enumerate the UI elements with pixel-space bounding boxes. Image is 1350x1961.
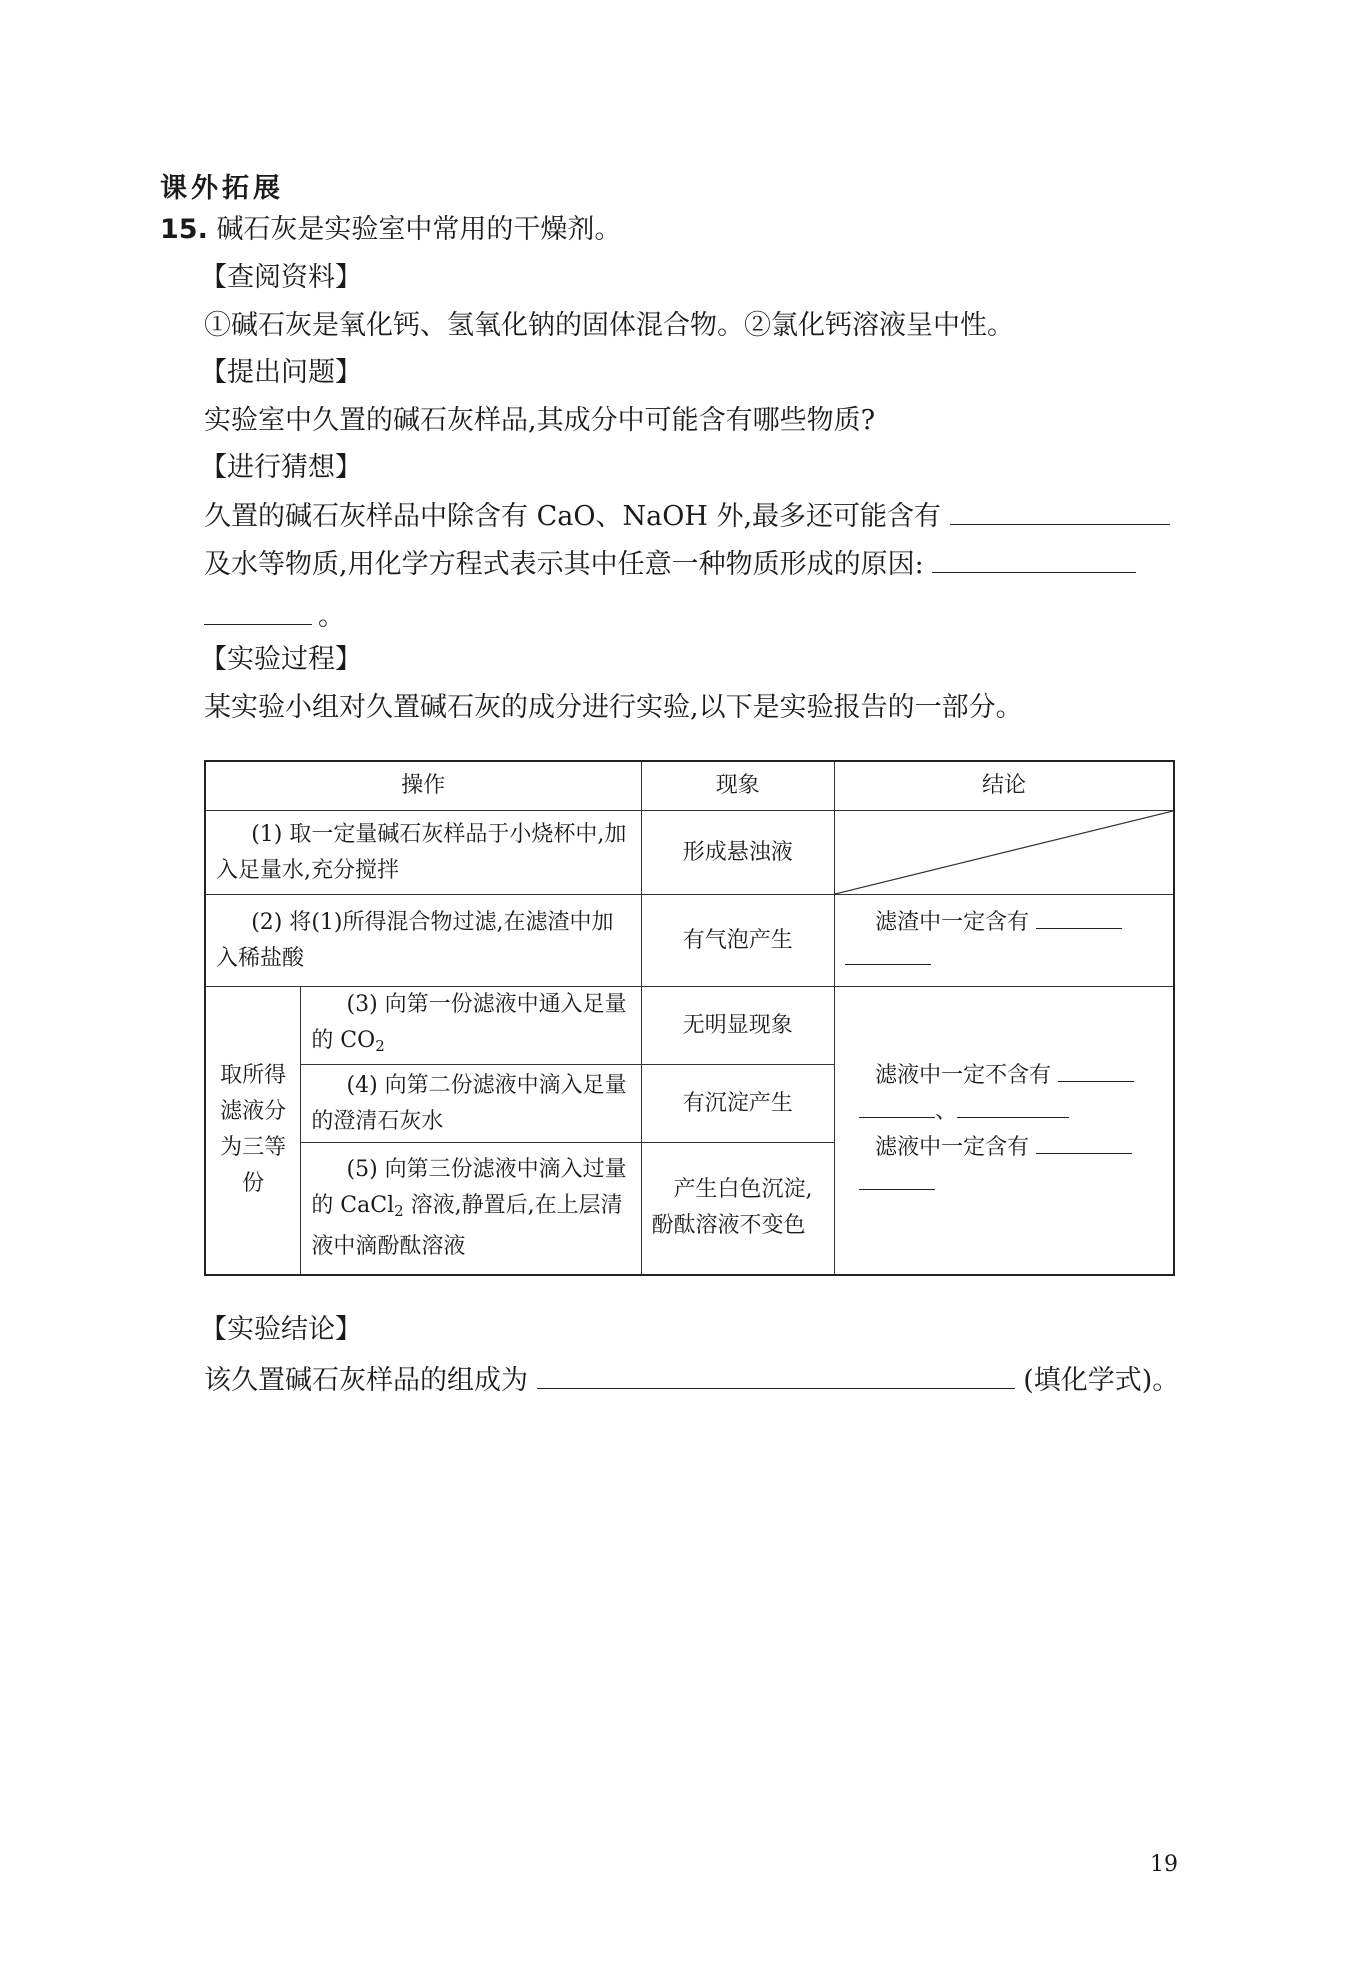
lookup-text: ①碱石灰是氧化钙、氢氧化钠的固体混合物。②氯化钙溶液呈中性。 — [204, 310, 1014, 341]
row5-operation — [301, 1143, 641, 1275]
row5-subscript: 2 — [394, 1201, 404, 1220]
process-text: 某实验小组对久置碱石灰的成分进行实验,以下是实验报告的一部分。 — [204, 692, 1023, 723]
heading-lookup: 【查阅资料】 — [200, 262, 362, 293]
row3-operation-text: (3) 向第一份滤液中通入足量的 CO — [311, 992, 627, 1053]
hypothesis-text-2: 及水等物质,用化学方程式表示其中任意一种物质形成的原因: — [204, 549, 924, 580]
row1-phenomenon: 形成悬浊液 — [641, 811, 835, 895]
heading-question: 【提出问题】 — [200, 357, 362, 388]
conclusion-line — [204, 1362, 1179, 1399]
page-number: 19 — [1150, 1852, 1178, 1877]
filtrate-contain-text: 滤液中一定含有 — [875, 1135, 1030, 1161]
row1-operation: (1) 取一定量碱石灰样品于小烧杯中,加入足量水,充分搅拌 — [205, 811, 641, 895]
hypothesis-line-2 — [204, 546, 1136, 583]
question-text-body: 实验室中久置的碱石灰样品,其成分中可能含有哪些物质? — [204, 405, 876, 436]
question-text: 碱石灰是实验室中常用的干燥剂。 — [216, 214, 622, 245]
question-number: 15. — [160, 214, 208, 245]
header-operation: 操作 — [205, 761, 641, 811]
answer-blank-equation[interactable] — [932, 546, 1136, 573]
heading-process: 【实验过程】 — [200, 644, 362, 675]
hypothesis-line-1 — [204, 498, 1170, 535]
heading-hypothesis: 【进行猜想】 — [200, 452, 362, 483]
answer-blank-not-contain-3[interactable] — [957, 1095, 1069, 1118]
answer-blank-composition[interactable] — [537, 1362, 1015, 1389]
hypothesis-line-3 — [204, 598, 345, 635]
row2-operation: (2) 将(1)所得混合物过滤,在滤渣中加入稀盐酸 — [205, 895, 641, 987]
table-header-row — [205, 761, 1174, 811]
filtrate-not-contain-text: 滤液中一定不含有 — [875, 1063, 1052, 1089]
row5-operation-pre: (5) 向第三份滤液中滴入过量的 CaCl — [311, 1156, 627, 1218]
answer-blank-substances[interactable] — [950, 498, 1170, 525]
row2-conclusion — [835, 895, 1174, 987]
row2-conclusion-text: 滤渣中一定含有 — [875, 909, 1030, 935]
hypothesis-text-1: 久置的碱石灰样品中除含有 CaO、NaOH 外,最多还可能含有 — [204, 501, 942, 532]
question-stem — [160, 212, 621, 248]
hypothesis-end: 。 — [318, 601, 345, 632]
answer-blank-contain-cont[interactable] — [859, 1167, 935, 1190]
row4-operation: (4) 向第二份滤液中滴入足量的澄清石灰水 — [301, 1065, 641, 1143]
filtrate-conclusion — [835, 987, 1174, 1275]
row1-conclusion-empty — [835, 811, 1174, 895]
row2-phenomenon: 有气泡产生 — [641, 895, 835, 987]
row3-operation — [301, 987, 641, 1065]
answer-blank-not-contain-2[interactable] — [859, 1095, 935, 1118]
answer-blank-not-contain-1[interactable] — [1058, 1059, 1134, 1082]
row5-phenomenon: 产生白色沉淀,酚酞溶液不变色 — [641, 1143, 835, 1275]
table-row — [205, 811, 1174, 895]
header-conclusion: 结论 — [835, 761, 1174, 811]
table-row — [205, 895, 1174, 987]
row5-operation-post: 溶液,静置后,在上层清液中滴酚酞溶液 — [311, 1192, 623, 1259]
diagonal-line — [835, 811, 1173, 894]
conclusion-text: 该久置碱石灰样品的组成为 — [204, 1365, 528, 1396]
header-phenomenon: 现象 — [641, 761, 835, 811]
answer-blank-residue[interactable] — [1036, 906, 1122, 929]
filtrate-group-label: 取所得滤液分为三等份 — [205, 987, 301, 1275]
section-title: 课外拓展 — [160, 173, 284, 204]
table-row — [205, 987, 1174, 1065]
conclusion-separator: 、 — [935, 1099, 958, 1125]
row3-phenomenon: 无明显现象 — [641, 987, 835, 1065]
row4-phenomenon: 有沉淀产生 — [641, 1065, 835, 1143]
experiment-report-table — [204, 760, 1175, 1276]
row3-subscript: 2 — [375, 1037, 385, 1055]
answer-blank-contain[interactable] — [1036, 1131, 1132, 1154]
conclusion-suffix: (填化学式)。 — [1023, 1365, 1180, 1396]
heading-conclusion: 【实验结论】 — [200, 1314, 362, 1345]
answer-blank-residue-cont[interactable] — [845, 942, 931, 965]
answer-blank-equation-cont[interactable] — [204, 598, 312, 625]
